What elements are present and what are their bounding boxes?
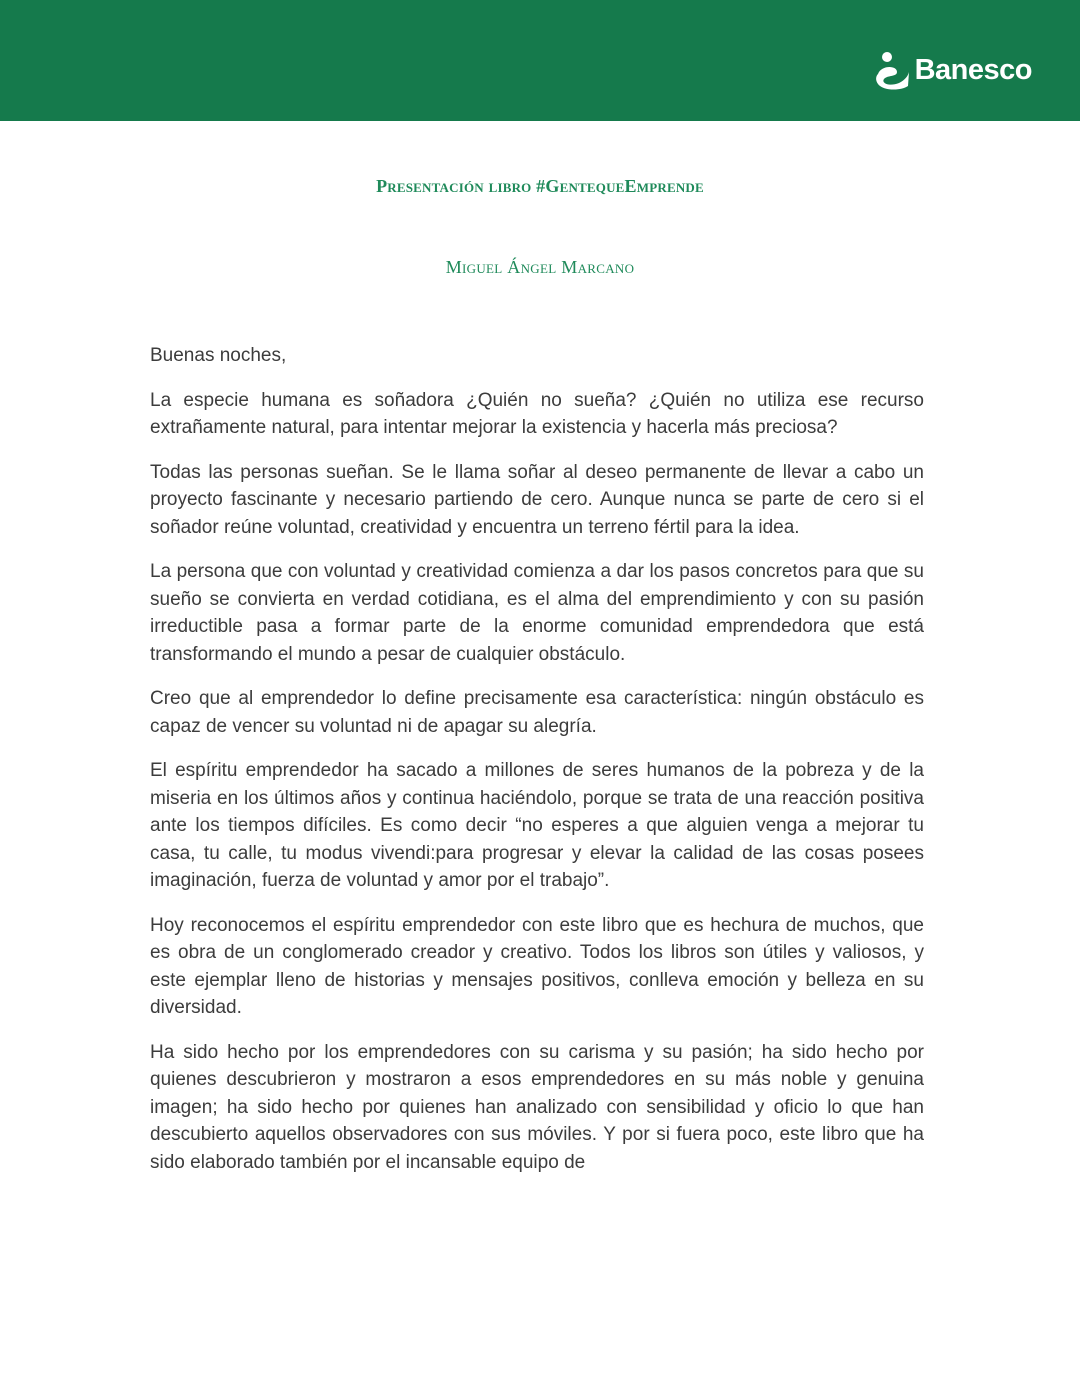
paragraph: La especie humana es soñadora ¿Quién no sueña? ¿Quién no utiliza ese recurso extrañamente natural, para intentar mejorar la existencia y hacerla más preciosa? [150,389,924,438]
header-band [0,0,1080,121]
paragraph: La persona que con voluntad y creatividad comienza a dar los pasos concretos para que su sueño se convierta en verdad cotidiana, es el alma del emprendimiento y con su pasión irreductible pasa a formar parte de la enorme comunidad emprendedora que está transformando el mundo a pesar de cualquier obstáculo. [150,561,924,665]
brand-name: Banesco [914,54,1032,86]
paragraph: Creo que al emprendedor lo define precisamente esa característica: ningún obstáculo es capaz de vencer su voluntad ni de apagar su alegría. [150,688,924,737]
paragraph: Todas las personas sueñan. Se le llama soñar al deseo permanente de llevar a cabo un proyecto fascinante y necesario partiendo de cero. Aunque nunca se parte de cero si el soñador reúne voluntad, creatividad y encuentra un terreno fértil para la idea. [150,461,924,538]
paragraph: Hoy reconocemos el espíritu emprendedor con este libro que es hechura de muchos, que es obra de un conglomerado creador y creativo. Todos los libros son útiles y valiosos, y este ejemplar lleno de historias y mensajes positivos, conlleva emoción y belleza en su diversidad. [150,914,924,1018]
paragraph: El espíritu emprendedor ha sacado a millones de seres humanos de la pobreza y de la miseria en los últimos años y continua haciéndolo, porque se trata de una reacción positiva ante los tiempos difíciles. Es como decir “no esperes a que alguien venga a mejorar tu casa, tu calle, tu modus vivendi:para progresar y elevar la calidad de las cosas posees imaginación, fuerza de voluntad y amor por el trabajo”. [150,760,924,891]
document-author: Miguel Ángel Marcano [445,257,635,277]
document-body [150,342,924,1193]
document-title: Presentación libro #GentequeEmprende [376,176,704,196]
paragraph: Ha sido hecho por los emprendedores con su carisma y su pasión; ha sido hecho por quienes descubrieron y mostraron a esos emprendedores en su más noble y genuina imagen; ha sido hecho por quienes han analizado con sensibilidad y oficio lo que han descubierto aquellos observadores con sus móviles. Y por si fuera poco, este libro que ha sido elaborado también por el incansable equipo de [150,1041,924,1173]
brand-logo [875,50,1032,90]
paragraph-greeting: Buenas noches, [150,345,287,366]
banesco-logo-icon [875,50,911,90]
